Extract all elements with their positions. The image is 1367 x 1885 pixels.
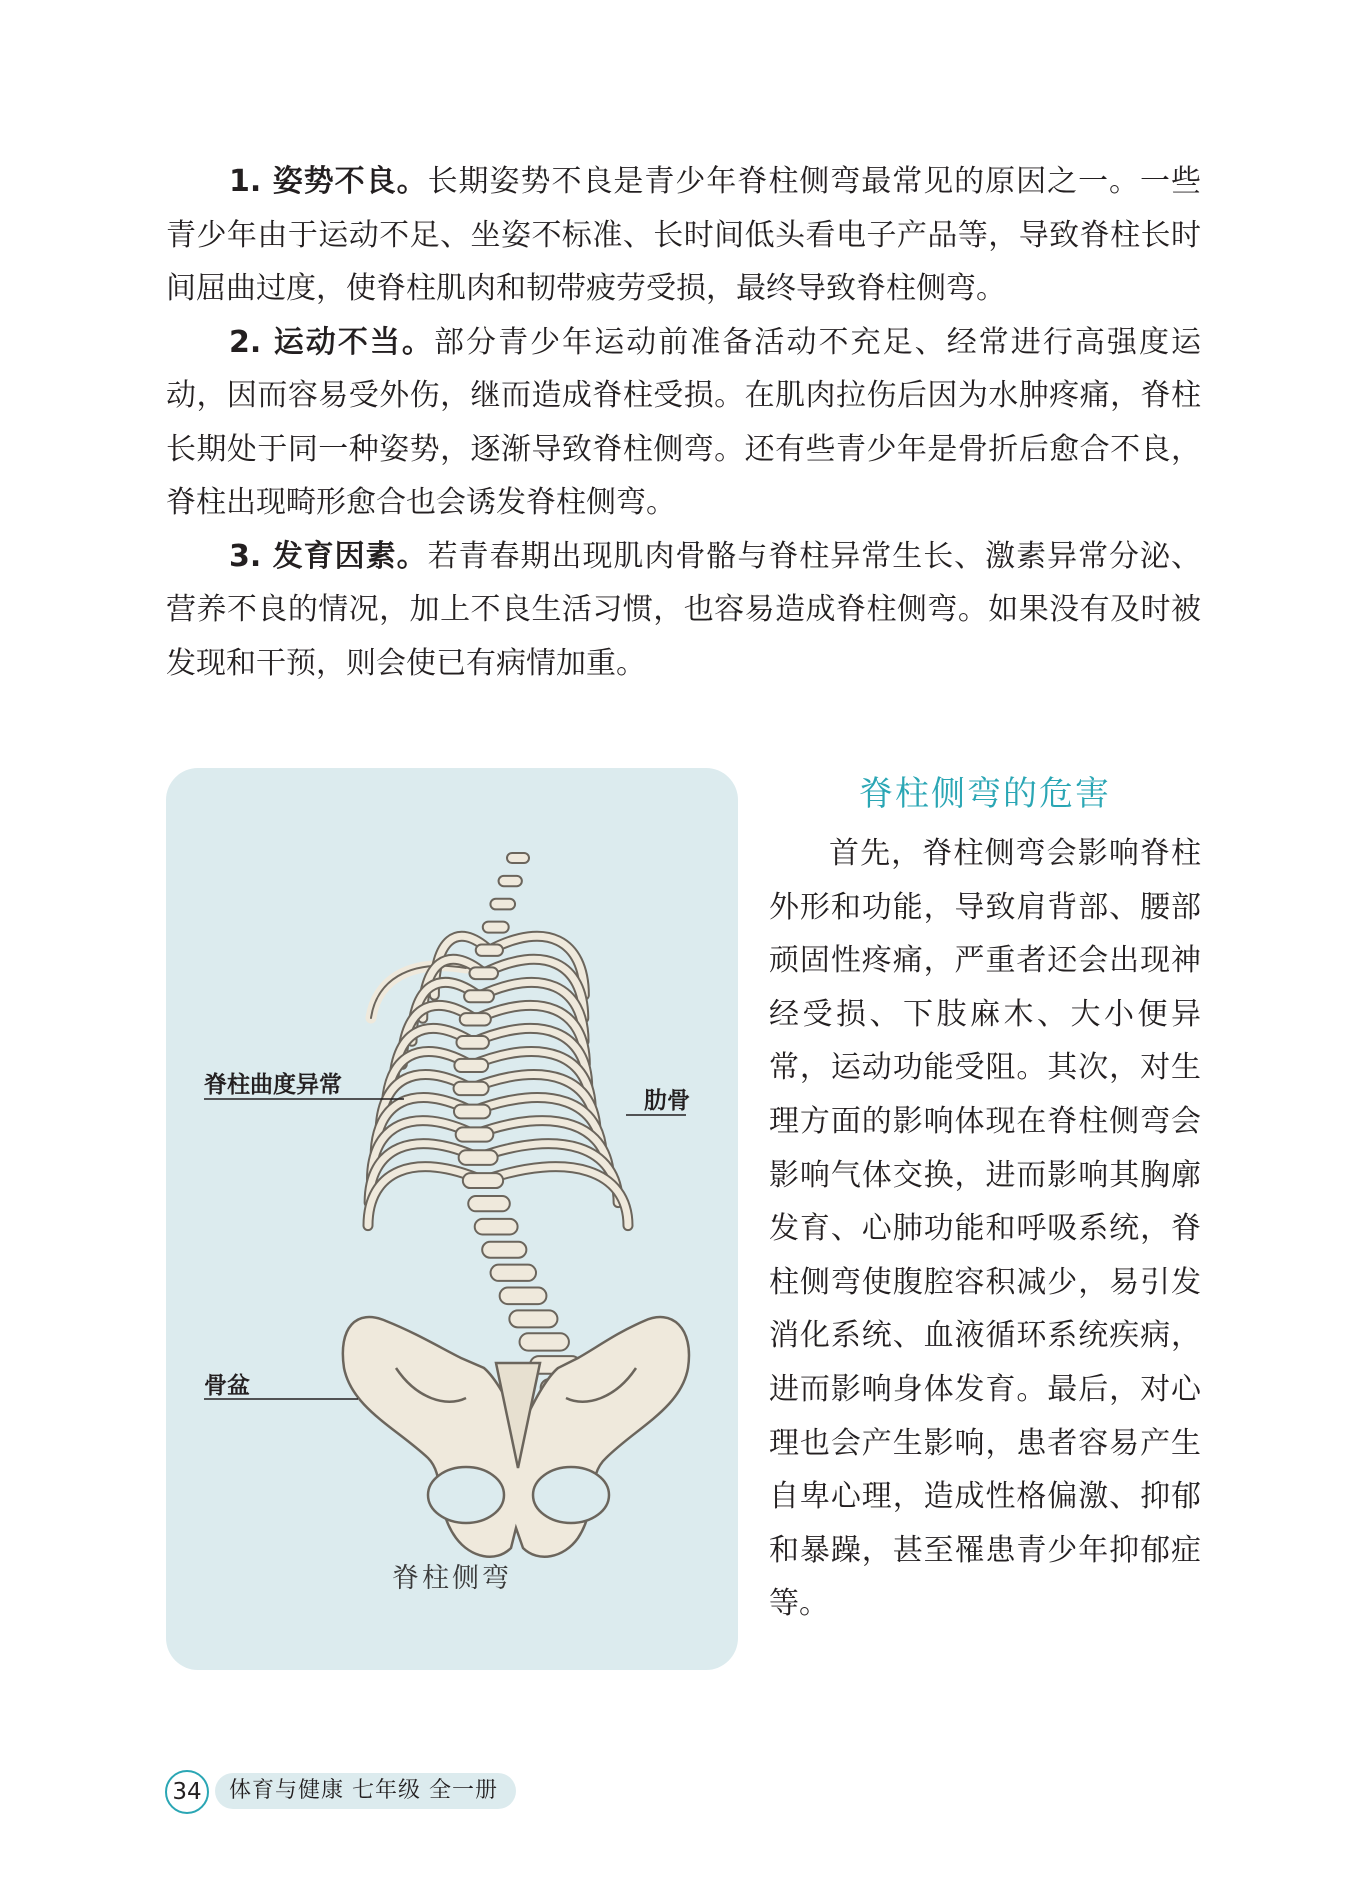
vertebra <box>507 853 529 863</box>
vertebra <box>460 1013 491 1025</box>
paragraph-body: 部分青少年运动前准备活动不充足、经常进行高强度运动，因而容易受外伤，继而造成脊柱受损。在肌肉拉伤后因为水肿疼痛，脊柱长期处于同一种姿势，逐渐导致脊柱侧弯。还有些青少年是骨折后愈合不良，脊柱出现畸形愈合也会诱发脊柱侧弯。 <box>166 324 1201 520</box>
vertebra <box>500 1288 547 1305</box>
vertebra <box>475 1219 518 1235</box>
vertebra <box>468 1196 510 1211</box>
vertebra <box>454 1082 489 1095</box>
vertebra <box>454 1105 490 1119</box>
paragraph-lead: 2. 运动不当。 <box>229 324 434 360</box>
vertebra <box>464 990 494 1002</box>
side-paragraph: 首先，脊柱侧弯会影响脊柱外形和功能，导致肩背部、腰部顽固性疼痛，严重者还会出现神经受损、下肢麻木、大小便异常，运动功能受阻。其次，对生理方面的影响体现在脊柱侧弯会影响气体交换，进而影响其胸廓发育、心肺功能和呼吸系统，脊柱侧弯使腹腔容积减少，易引发消化系统、血液循环系统疾病，进而影响身体发育。最后，对心理也会产生影响，患者容易产生自卑心理，造成性格偏激、抑郁和暴躁，甚至罹患青少年抑郁症等。 <box>769 836 1201 1622</box>
section-heading: 脊柱侧弯的危害 <box>859 774 1111 814</box>
book-title: 体育与健康 七年级 全一册 <box>215 1773 516 1809</box>
scoliosis-figure <box>166 768 738 1670</box>
vertebra <box>490 899 515 910</box>
pelvis-bone <box>343 1317 689 1557</box>
page-number: 34 <box>165 1770 209 1814</box>
paragraph-lead: 1. 姿势不良。 <box>229 164 428 199</box>
vertebra <box>456 1127 494 1141</box>
vertebra <box>463 1173 503 1188</box>
label-curvature: 脊柱曲度异常 <box>204 1072 342 1098</box>
paragraph-body: 长期姿势不良是青少年脊柱侧弯最常见的原因之一。一些青少年由于运动不足、坐姿不标准、长时间低头看电子产品等，导致脊柱长时间屈曲过度，使脊柱肌肉和韧带疲劳受损，最终导致脊柱侧弯。 <box>166 164 1202 306</box>
figure-caption: 脊柱侧弯 <box>392 1563 512 1594</box>
vertebra <box>454 1059 488 1072</box>
side-body-text <box>769 827 1201 1631</box>
vertebra <box>456 1036 488 1049</box>
paragraph-body: 若青春期出现肌肉骨骼与脊柱异常生长、激素异常分泌、营养不良的情况，加上不良生活习惯，也容易造成脊柱侧弯。如果没有及时被发现和干预，则会使已有病情加重。 <box>166 538 1202 681</box>
vertebra <box>509 1310 557 1327</box>
label-pelvis: 骨盆 <box>204 1373 250 1399</box>
paragraph-exercise <box>166 316 1201 530</box>
vertebra <box>469 967 498 979</box>
label-ribs: 肋骨 <box>644 1088 690 1114</box>
vertebra <box>482 1242 526 1258</box>
body-text <box>166 155 1201 690</box>
paragraph-lead: 3. 发育因素。 <box>229 538 428 574</box>
paragraph-development <box>166 530 1201 691</box>
vertebra <box>459 1150 498 1165</box>
vertebra <box>520 1333 569 1350</box>
vertebra <box>483 922 509 933</box>
vertebra <box>491 1265 536 1281</box>
vertebra <box>476 944 503 955</box>
paragraph-posture <box>166 155 1201 316</box>
skeleton-illustration <box>166 768 738 1670</box>
vertebra <box>499 876 522 886</box>
